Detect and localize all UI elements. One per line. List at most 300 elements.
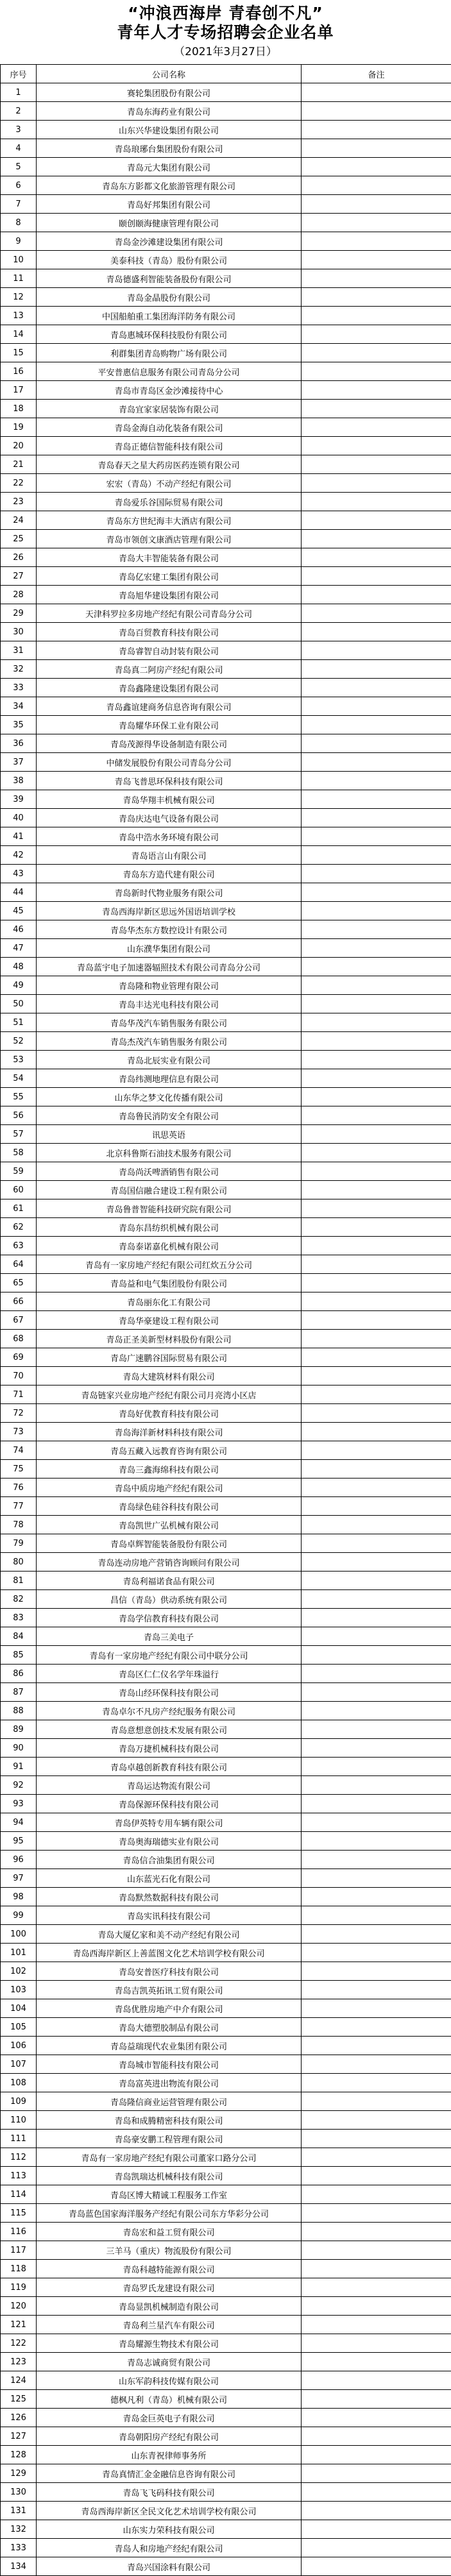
table-row: [1, 418, 451, 437]
table-row: [1, 2241, 451, 2260]
table-row: [1, 400, 451, 418]
note-cell: [302, 251, 451, 269]
company-name-cell: 青岛鑫谊建商务信息咨询有限公司: [37, 697, 302, 716]
note-cell: [302, 902, 451, 920]
table-row: [1, 2427, 451, 2446]
note-cell: [302, 288, 451, 307]
company-name-cell: 青岛西海岸新区思远外国语培训学校: [37, 902, 302, 920]
company-name-cell: 青岛耀源生物技术有限公司: [37, 2334, 302, 2353]
company-name-cell: 青岛耀华环保工业有限公司: [37, 716, 302, 734]
company-name-cell: 青岛大建筑材料有限公司: [37, 1367, 302, 1385]
table-row: [1, 1906, 451, 1925]
row-number-cell: 127: [1, 2427, 37, 2446]
note-cell: [302, 1497, 451, 1516]
row-number-cell: 3: [1, 121, 37, 139]
table-row: [1, 1534, 451, 1553]
table-row: [1, 1032, 451, 1051]
table-row: [1, 121, 451, 139]
company-name-cell: 青岛卓辉智能装备股份有限公司: [37, 1534, 302, 1553]
note-cell: [302, 976, 451, 995]
note-cell: [302, 641, 451, 660]
note-cell: [302, 1609, 451, 1627]
company-name-cell: 颐创颐海健康管理有限公司: [37, 214, 302, 232]
row-number-cell: 8: [1, 214, 37, 232]
company-name-cell: 青岛鲁民消防安全有限公司: [37, 1106, 302, 1125]
note-cell: [302, 344, 451, 362]
company-name-cell: 青岛旭华建设集团有限公司: [37, 586, 302, 604]
table-row: [1, 1144, 451, 1162]
table-row: [1, 1237, 451, 1255]
company-name-cell: 青岛实讯科技有限公司: [37, 1906, 302, 1925]
note-cell: [302, 1925, 451, 1944]
note-cell: [302, 958, 451, 976]
column-header-number: 序号: [1, 65, 37, 83]
company-name-cell: 青岛区仁仁仪名学年珠溢行: [37, 1665, 302, 1683]
company-name-cell: 青岛隆信商业运营管理有限公司: [37, 2092, 302, 2111]
table-row: [1, 1106, 451, 1125]
company-name-cell: 青岛人和房地产经纪有限公司: [37, 2539, 302, 2557]
company-name-cell: 昌信（青岛）供动系统有限公司: [37, 1590, 302, 1609]
row-number-cell: 69: [1, 1348, 37, 1367]
row-number-cell: 104: [1, 1999, 37, 2018]
row-number-cell: 15: [1, 344, 37, 362]
company-name-cell: 青岛意想意创技术发展有限公司: [37, 1720, 302, 1739]
table-row: [1, 2204, 451, 2223]
company-name-cell: 青岛金海自动化装备有限公司: [37, 418, 302, 437]
row-number-cell: 74: [1, 1441, 37, 1460]
company-name-cell: 青岛东昌纺织机械有限公司: [37, 1218, 302, 1237]
table-row: [1, 1851, 451, 1869]
row-number-cell: 33: [1, 679, 37, 697]
row-number-cell: 131: [1, 2502, 37, 2520]
table-row: [1, 1999, 451, 2018]
company-name-cell: 青岛市青岛区金沙滩接待中心: [37, 381, 302, 400]
note-cell: [302, 623, 451, 641]
table-row: [1, 2483, 451, 2502]
note-cell: [302, 1348, 451, 1367]
row-number-cell: 83: [1, 1609, 37, 1627]
row-number-cell: 117: [1, 2241, 37, 2260]
row-number-cell: 7: [1, 195, 37, 214]
company-name-cell: 青岛语言山有限公司: [37, 846, 302, 865]
row-number-cell: 89: [1, 1720, 37, 1739]
company-name-cell: 青岛飞普思环保科技有限公司: [37, 772, 302, 790]
date-line: （2021年3月27日）: [0, 44, 451, 60]
row-number-cell: 44: [1, 883, 37, 902]
table-row: [1, 1311, 451, 1330]
note-cell: [302, 307, 451, 325]
company-name-cell: 青岛真二阿房产经纪有限公司: [37, 660, 302, 679]
note-cell: [302, 1851, 451, 1869]
note-cell: [302, 2334, 451, 2353]
note-cell: [302, 381, 451, 400]
note-cell: [302, 1404, 451, 1423]
note-cell: [302, 2260, 451, 2278]
row-number-cell: 82: [1, 1590, 37, 1609]
table-row: [1, 1739, 451, 1758]
note-cell: [302, 1516, 451, 1534]
company-name-cell: 青岛正德信智能科技有限公司: [37, 437, 302, 455]
note-cell: [302, 1088, 451, 1106]
row-number-cell: 45: [1, 902, 37, 920]
row-number-cell: 61: [1, 1199, 37, 1218]
row-number-cell: 78: [1, 1516, 37, 1534]
note-cell: [302, 1906, 451, 1925]
company-name-cell: 青岛利兰星汽车有限公司: [37, 2316, 302, 2334]
note-cell: [302, 772, 451, 790]
title-block: [0, 0, 451, 64]
note-cell: [302, 1181, 451, 1199]
row-number-cell: 63: [1, 1237, 37, 1255]
row-number-cell: 38: [1, 772, 37, 790]
note-cell: [302, 1758, 451, 1776]
table-row: [1, 1609, 451, 1627]
row-number-cell: 16: [1, 362, 37, 381]
row-number-cell: 31: [1, 641, 37, 660]
row-number-cell: 40: [1, 809, 37, 827]
note-cell: [302, 1683, 451, 1702]
note-cell: [302, 1106, 451, 1125]
company-name-cell: 青岛真情汇金金融信息咨询有限公司: [37, 2464, 302, 2483]
note-cell: [302, 1013, 451, 1032]
table-row: [1, 1441, 451, 1460]
company-name-cell: 青岛中浩水务环境有限公司: [37, 827, 302, 846]
company-name-cell: 利群集团青岛购物广场有限公司: [37, 344, 302, 362]
company-name-cell: 青岛大丰智能装备有限公司: [37, 548, 302, 567]
company-name-cell: 青岛庆达电气设备有限公司: [37, 809, 302, 827]
company-name-cell: 青岛大厦亿家和美不动产经纪有限公司: [37, 1925, 302, 1944]
note-cell: [302, 995, 451, 1013]
row-number-cell: 70: [1, 1367, 37, 1385]
row-number-cell: 67: [1, 1311, 37, 1330]
company-name-cell: 青岛睿智自动封装有限公司: [37, 641, 302, 660]
row-number-cell: 5: [1, 158, 37, 176]
row-number-cell: 121: [1, 2316, 37, 2334]
note-cell: [302, 1832, 451, 1851]
note-cell: [302, 1944, 451, 1962]
table-row: [1, 437, 451, 455]
table-row: [1, 1776, 451, 1795]
note-cell: [302, 2092, 451, 2111]
note-cell: [302, 1646, 451, 1665]
row-number-cell: 54: [1, 1069, 37, 1088]
table-row: [1, 734, 451, 753]
company-name-cell: 青岛连动房地产营销咨询顾问有限公司: [37, 1553, 302, 1572]
row-number-cell: 25: [1, 530, 37, 548]
table-row: [1, 995, 451, 1013]
table-row: [1, 976, 451, 995]
row-number-cell: 17: [1, 381, 37, 400]
note-cell: [302, 1720, 451, 1739]
note-cell: [302, 1460, 451, 1479]
note-cell: [302, 1385, 451, 1404]
row-number-cell: 2: [1, 102, 37, 121]
row-number-cell: 4: [1, 139, 37, 158]
note-cell: [302, 1311, 451, 1330]
company-name-cell: 青岛益瑞现代农业集团有限公司: [37, 2037, 302, 2055]
row-number-cell: 118: [1, 2260, 37, 2278]
table-row: [1, 1516, 451, 1534]
table-row: [1, 1627, 451, 1646]
note-cell: [302, 2055, 451, 2074]
company-name-cell: 青岛惠城环保科技股份有限公司: [37, 325, 302, 344]
row-number-cell: 102: [1, 1962, 37, 1981]
note-cell: [302, 567, 451, 586]
company-name-cell: 青岛东方造代建有限公司: [37, 865, 302, 883]
table-row: [1, 1981, 451, 1999]
table-row: [1, 2353, 451, 2371]
row-number-cell: 103: [1, 1981, 37, 1999]
company-name-cell: 青岛杰茂汽车销售服务有限公司: [37, 1032, 302, 1051]
company-name-cell: 青岛隆和物业管理有限公司: [37, 976, 302, 995]
row-number-cell: 12: [1, 288, 37, 307]
row-number-cell: 19: [1, 418, 37, 437]
table-row: [1, 2502, 451, 2520]
row-number-cell: 26: [1, 548, 37, 567]
note-cell: [302, 511, 451, 530]
row-number-cell: 85: [1, 1646, 37, 1665]
company-name-cell: 中国船舶重工集团海洋防务有限公司: [37, 307, 302, 325]
note-cell: [302, 1330, 451, 1348]
company-name-cell: 青岛正圣美新型材料股份有限公司: [37, 1330, 302, 1348]
company-name-cell: 青岛区博大精诚工程服务工作室: [37, 2185, 302, 2204]
table-row: [1, 232, 451, 251]
table-row: [1, 362, 451, 381]
table-body: [1, 83, 451, 2576]
company-name-cell: 青岛百贸教育科技有限公司: [37, 623, 302, 641]
company-name-cell: 山东青祝律师事务所: [37, 2446, 302, 2464]
table-row: [1, 548, 451, 567]
table-row: [1, 1330, 451, 1348]
company-name-cell: 青岛蓝宇电子加速器辐照技术有限公司青岛分公司: [37, 958, 302, 976]
table-row: [1, 325, 451, 344]
table-row: [1, 2167, 451, 2185]
company-name-cell: 青岛朝阳房产经纪有限公司: [37, 2427, 302, 2446]
note-cell: [302, 214, 451, 232]
row-number-cell: 97: [1, 1869, 37, 1888]
note-cell: [302, 195, 451, 214]
table-row: [1, 660, 451, 679]
table-row: [1, 2297, 451, 2316]
row-number-cell: 9: [1, 232, 37, 251]
note-cell: [302, 753, 451, 772]
row-number-cell: 114: [1, 2185, 37, 2204]
company-name-cell: 青岛元大集团有限公司: [37, 158, 302, 176]
table-row: [1, 827, 451, 846]
table-row: [1, 2185, 451, 2204]
note-cell: [302, 604, 451, 623]
table-row: [1, 1665, 451, 1683]
note-cell: [302, 939, 451, 958]
row-number-cell: 36: [1, 734, 37, 753]
table-row: [1, 2539, 451, 2557]
title-line-1: “冲浪西海岸 青春创不凡”: [0, 4, 451, 23]
company-name-cell: 青岛亿宏建工集团有限公司: [37, 567, 302, 586]
row-number-cell: 111: [1, 2130, 37, 2148]
row-number-cell: 112: [1, 2148, 37, 2167]
company-name-cell: 青岛富英进出物流有限公司: [37, 2074, 302, 2092]
note-cell: [302, 1144, 451, 1162]
table-row: [1, 604, 451, 623]
table-row: [1, 623, 451, 641]
company-name-cell: 青岛琅琊台集团股份有限公司: [37, 139, 302, 158]
table-row: [1, 1348, 451, 1367]
company-name-cell: 青岛凯瑞达机械科技有限公司: [37, 2167, 302, 2185]
company-name-cell: 青岛有一家房地产经纪有限公司董家口路分公司: [37, 2148, 302, 2167]
row-number-cell: 65: [1, 1274, 37, 1292]
table-row: [1, 1497, 451, 1516]
row-number-cell: 122: [1, 2334, 37, 2353]
table-row: [1, 1274, 451, 1292]
company-name-cell: 平安普惠信息服务有限公司青岛分公司: [37, 362, 302, 381]
note-cell: [302, 2167, 451, 2185]
row-number-cell: 92: [1, 1776, 37, 1795]
table-row: [1, 2316, 451, 2334]
company-name-cell: 青岛鲁普智能科技研究院有限公司: [37, 1199, 302, 1218]
company-name-cell: 青岛纬测地理信息有限公司: [37, 1069, 302, 1088]
row-number-cell: 48: [1, 958, 37, 976]
note-cell: [302, 325, 451, 344]
row-number-cell: 98: [1, 1888, 37, 1906]
note-cell: [302, 121, 451, 139]
note-cell: [302, 1032, 451, 1051]
note-cell: [302, 660, 451, 679]
company-name-cell: 青岛广速鹏谷国际贸易有限公司: [37, 1348, 302, 1367]
note-cell: [302, 1162, 451, 1181]
note-cell: [302, 716, 451, 734]
company-name-cell: 青岛华豪建设工程有限公司: [37, 1311, 302, 1330]
row-number-cell: 52: [1, 1032, 37, 1051]
company-name-cell: 宏宏（青岛）不动产经纪有限公司: [37, 474, 302, 493]
table-row: [1, 455, 451, 474]
company-name-cell: 青岛豪安鹏工程管理有限公司: [37, 2130, 302, 2148]
table-row: [1, 1162, 451, 1181]
company-table: [0, 64, 451, 2576]
row-number-cell: 35: [1, 716, 37, 734]
note-cell: [302, 1795, 451, 1813]
note-cell: [302, 2111, 451, 2130]
table-row: [1, 2278, 451, 2297]
row-number-cell: 20: [1, 437, 37, 455]
company-name-cell: 青岛三鑫海绵科技有限公司: [37, 1460, 302, 1479]
row-number-cell: 125: [1, 2390, 37, 2409]
row-number-cell: 124: [1, 2371, 37, 2390]
company-name-cell: 青岛大德塑胶制品有限公司: [37, 2018, 302, 2037]
row-number-cell: 116: [1, 2223, 37, 2241]
company-name-cell: 青岛爱乐谷国际贸易有限公司: [37, 493, 302, 511]
column-header-note: 备注: [302, 65, 451, 83]
company-name-cell: 青岛凯世广弘机械有限公司: [37, 1516, 302, 1534]
row-number-cell: 34: [1, 697, 37, 716]
note-cell: [302, 455, 451, 474]
note-cell: [302, 1218, 451, 1237]
row-number-cell: 81: [1, 1572, 37, 1590]
company-name-cell: 青岛奥海瑞德实业有限公司: [37, 1832, 302, 1851]
table-row: [1, 883, 451, 902]
row-number-cell: 76: [1, 1479, 37, 1497]
company-name-cell: 青岛兴国涂料有限公司: [37, 2557, 302, 2576]
row-number-cell: 30: [1, 623, 37, 641]
company-name-cell: 青岛科越特能源有限公司: [37, 2260, 302, 2278]
row-number-cell: 72: [1, 1404, 37, 1423]
note-cell: [302, 1237, 451, 1255]
table-row: [1, 1553, 451, 1572]
row-number-cell: 109: [1, 2092, 37, 2111]
company-name-cell: 青岛山经环保科技有限公司: [37, 1683, 302, 1702]
company-name-cell: 青岛市领创文康酒店管理有限公司: [37, 530, 302, 548]
row-number-cell: 96: [1, 1851, 37, 1869]
table-row: [1, 2409, 451, 2427]
note-cell: [302, 2185, 451, 2204]
note-cell: [302, 2390, 451, 2409]
row-number-cell: 13: [1, 307, 37, 325]
row-number-cell: 41: [1, 827, 37, 846]
company-name-cell: 山东兴华建设集团有限公司: [37, 121, 302, 139]
company-name-cell: 山东濮华集团有限公司: [37, 939, 302, 958]
table-row: [1, 2037, 451, 2055]
company-name-cell: 山东蓝光石化有限公司: [37, 1869, 302, 1888]
table-row: [1, 2111, 451, 2130]
table-row: [1, 1925, 451, 1944]
note-cell: [302, 883, 451, 902]
row-number-cell: 60: [1, 1181, 37, 1199]
row-number-cell: 86: [1, 1665, 37, 1683]
table-row: [1, 920, 451, 939]
row-number-cell: 42: [1, 846, 37, 865]
table-row: [1, 939, 451, 958]
company-name-cell: 青岛优胜房地产中介有限公司: [37, 1999, 302, 2018]
row-number-cell: 6: [1, 176, 37, 195]
table-row: [1, 1758, 451, 1776]
company-name-cell: 青岛益和电气集团股份有限公司: [37, 1274, 302, 1292]
company-name-cell: 青岛飞飞码科技有限公司: [37, 2483, 302, 2502]
row-number-cell: 80: [1, 1553, 37, 1572]
row-number-cell: 11: [1, 269, 37, 288]
table-row: [1, 865, 451, 883]
company-name-cell: 青岛北辰实业有限公司: [37, 1051, 302, 1069]
table-row: [1, 1218, 451, 1237]
table-row: [1, 2520, 451, 2539]
table-row: [1, 753, 451, 772]
company-name-cell: 青岛海洋新材料科技有限公司: [37, 1423, 302, 1441]
company-name-cell: 青岛宜家家居装饰有限公司: [37, 400, 302, 418]
note-cell: [302, 1739, 451, 1758]
table-row: [1, 102, 451, 121]
note-cell: [302, 83, 451, 102]
table-row: [1, 2223, 451, 2241]
company-name-cell: 青岛有一家房地产经纪有限公司红炊五分公司: [37, 1255, 302, 1274]
company-name-cell: 青岛国信融合建设工程有限公司: [37, 1181, 302, 1199]
row-number-cell: 88: [1, 1702, 37, 1720]
note-cell: [302, 362, 451, 381]
table-row: [1, 1646, 451, 1665]
table-row: [1, 2390, 451, 2409]
row-number-cell: 47: [1, 939, 37, 958]
table-header-row: [1, 65, 451, 83]
table-row: [1, 716, 451, 734]
table-row: [1, 809, 451, 827]
company-name-cell: 青岛有一家房地产经纪有限公司中联分公司: [37, 1646, 302, 1665]
company-name-cell: 青岛罗氏龙建设有限公司: [37, 2278, 302, 2297]
table-row: [1, 139, 451, 158]
note-cell: [302, 1479, 451, 1497]
row-number-cell: 132: [1, 2520, 37, 2539]
row-number-cell: 37: [1, 753, 37, 772]
company-name-cell: 青岛显凯机械制造有限公司: [37, 2297, 302, 2316]
row-number-cell: 134: [1, 2557, 37, 2576]
row-number-cell: 113: [1, 2167, 37, 2185]
table-row: [1, 2464, 451, 2483]
